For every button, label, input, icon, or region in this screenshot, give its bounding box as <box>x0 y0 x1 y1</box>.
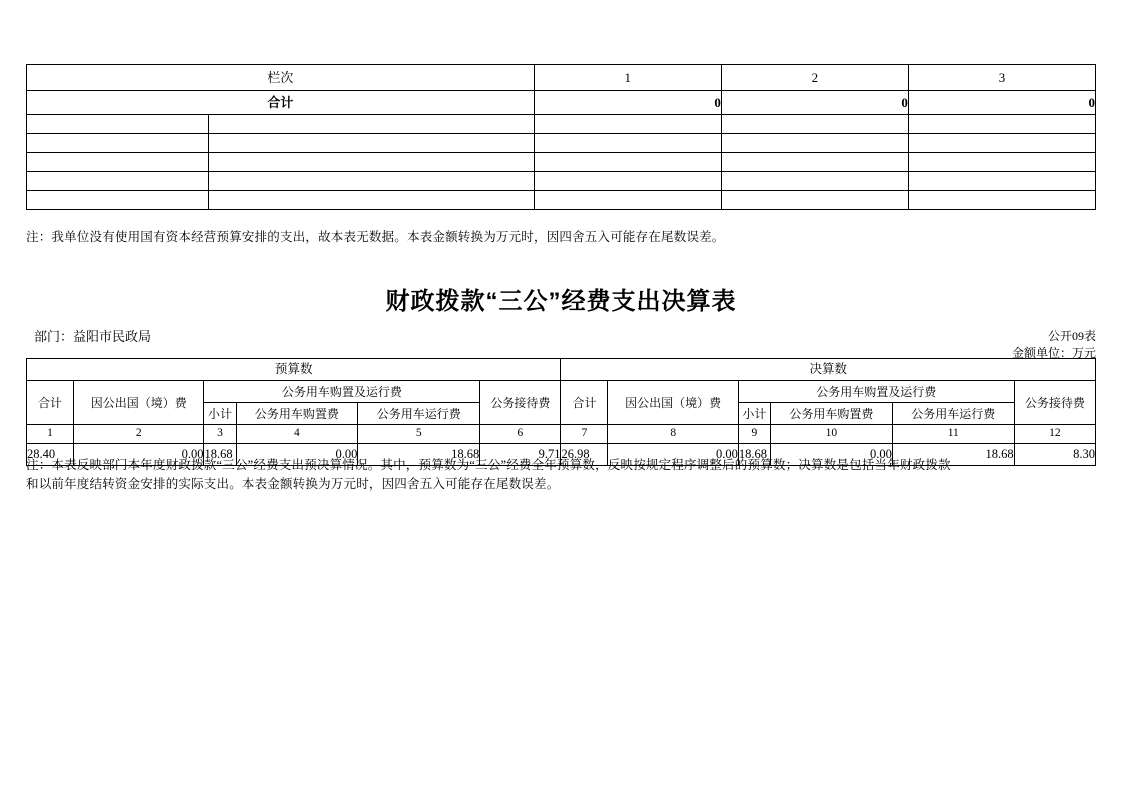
total-row <box>27 91 1096 115</box>
total-value-2: 0 <box>721 91 908 115</box>
table-note-2 <box>26 456 1096 494</box>
cell-empty <box>208 172 534 191</box>
table-row <box>27 172 1096 191</box>
value-budget-reception: 9.71 <box>480 444 561 466</box>
column-header-3: 3 <box>908 65 1095 91</box>
value-final-vehicle-purchase: 0.00 <box>770 444 892 466</box>
column-number-3: 3 <box>204 425 236 444</box>
total-row-label: 合计 <box>27 91 535 115</box>
header-budget-reception: 公务接待费 <box>480 381 561 425</box>
header-final-vehicle-subtotal: 小计 <box>738 403 770 425</box>
table-row <box>27 115 1096 134</box>
value-budget-total: 28.40 <box>27 444 74 466</box>
table-row <box>27 191 1096 210</box>
cell-empty <box>27 191 209 210</box>
header-budget-vehicle-purchase: 公务用车购置费 <box>236 403 358 425</box>
amount-unit-label: 金额单位：万元 <box>1011 346 1096 360</box>
column-number-2: 2 <box>74 425 204 444</box>
table-row <box>27 153 1096 172</box>
cell-empty <box>721 191 908 210</box>
department-label: 部门：益阳市民政局 <box>34 329 152 344</box>
state-capital-budget-table <box>26 64 1096 210</box>
state-capital-budget-table-wrapper <box>26 64 1096 210</box>
cell-empty <box>908 134 1095 153</box>
column-number-7: 7 <box>561 425 608 444</box>
cell-empty <box>208 153 534 172</box>
header-budget-vehicle-operation: 公务用车运行费 <box>358 403 480 425</box>
cell-empty <box>27 115 209 134</box>
cell-empty <box>908 172 1095 191</box>
table-note-2-line-1: 注：本表反映部门本年度财政拨款“三公”经费支出预决算情况。其中，预算数为“三公”经费全年预算数，反映按规定程序调整后的预算数；决算数是包括当年财政拨款 <box>26 458 951 472</box>
cell-empty <box>534 172 721 191</box>
cell-empty <box>534 115 721 134</box>
header-budget-vehicle-subtotal: 小计 <box>204 403 236 425</box>
header-final-reception: 公务接待费 <box>1014 381 1095 425</box>
value-budget-abroad: 0.00 <box>74 444 204 466</box>
column-number-11: 11 <box>892 425 1014 444</box>
cell-empty <box>908 153 1095 172</box>
sheet-number: 公开09表 <box>1047 329 1096 343</box>
column-number-8: 8 <box>608 425 738 444</box>
cell-empty <box>534 134 721 153</box>
cell-empty <box>908 191 1095 210</box>
header-final-vehicle-group: 公务用车购置及运行费 <box>738 381 1014 403</box>
group-header-final: 决算数 <box>561 359 1096 381</box>
total-value-3: 0 <box>908 91 1095 115</box>
column-number-10: 10 <box>770 425 892 444</box>
value-budget-vehicle-subtotal: 18.68 <box>204 444 236 466</box>
table-note-1: 注：我单位没有使用国有资本经营预算安排的支出，故本表无数据。本表金额转换为万元时，因四舍五入可能存在尾数误差。 <box>26 230 725 244</box>
cell-empty <box>27 134 209 153</box>
page-title: 财政拨款“三公”经费支出决算表 <box>385 288 737 315</box>
cell-empty <box>208 191 534 210</box>
cell-empty <box>27 172 209 191</box>
group-header-budget: 预算数 <box>27 359 561 381</box>
header-final-abroad: 因公出国（境）费 <box>608 381 738 425</box>
cell-empty <box>721 153 908 172</box>
value-budget-vehicle-purchase: 0.00 <box>236 444 358 466</box>
cell-empty <box>721 172 908 191</box>
cell-empty <box>908 115 1095 134</box>
header-final-total: 合计 <box>561 381 608 425</box>
table-row <box>27 134 1096 153</box>
value-final-abroad: 0.00 <box>608 444 738 466</box>
cell-empty <box>721 115 908 134</box>
sub-header-row-1 <box>27 381 1096 403</box>
value-final-vehicle-subtotal: 18.68 <box>738 444 770 466</box>
cell-empty <box>27 153 209 172</box>
cell-empty <box>534 191 721 210</box>
header-final-vehicle-purchase: 公务用车购置费 <box>770 403 892 425</box>
cell-empty <box>721 134 908 153</box>
column-number-9: 9 <box>738 425 770 444</box>
column-number-row <box>27 425 1096 444</box>
header-budget-abroad: 因公出国（境）费 <box>74 381 204 425</box>
column-number-6: 6 <box>480 425 561 444</box>
header-final-vehicle-operation: 公务用车运行费 <box>892 403 1014 425</box>
column-number-4: 4 <box>236 425 358 444</box>
sangong-expenditure-table <box>26 358 1096 466</box>
cell-empty <box>208 115 534 134</box>
column-header-label: 栏次 <box>27 65 535 91</box>
group-header-row <box>27 359 1096 381</box>
column-number-1: 1 <box>27 425 74 444</box>
value-final-reception: 8.30 <box>1014 444 1095 466</box>
total-value-1: 0 <box>534 91 721 115</box>
header-budget-total: 合计 <box>27 381 74 425</box>
column-number-5: 5 <box>358 425 480 444</box>
value-final-total: 26.98 <box>561 444 608 466</box>
value-final-vehicle-operation: 18.68 <box>892 444 1014 466</box>
table-note-2-line-2: 和以前年度结转资金安排的实际支出。本表金额转换为万元时，因四舍五入可能存在尾数误差。 <box>26 476 560 491</box>
column-header-1: 1 <box>534 65 721 91</box>
header-budget-vehicle-group: 公务用车购置及运行费 <box>204 381 480 403</box>
cell-empty <box>534 153 721 172</box>
column-header-2: 2 <box>721 65 908 91</box>
cell-empty <box>208 134 534 153</box>
value-budget-vehicle-operation: 18.68 <box>358 444 480 466</box>
table-header-row <box>27 65 1096 91</box>
sangong-table-wrapper <box>26 358 1096 466</box>
column-number-12: 12 <box>1014 425 1095 444</box>
